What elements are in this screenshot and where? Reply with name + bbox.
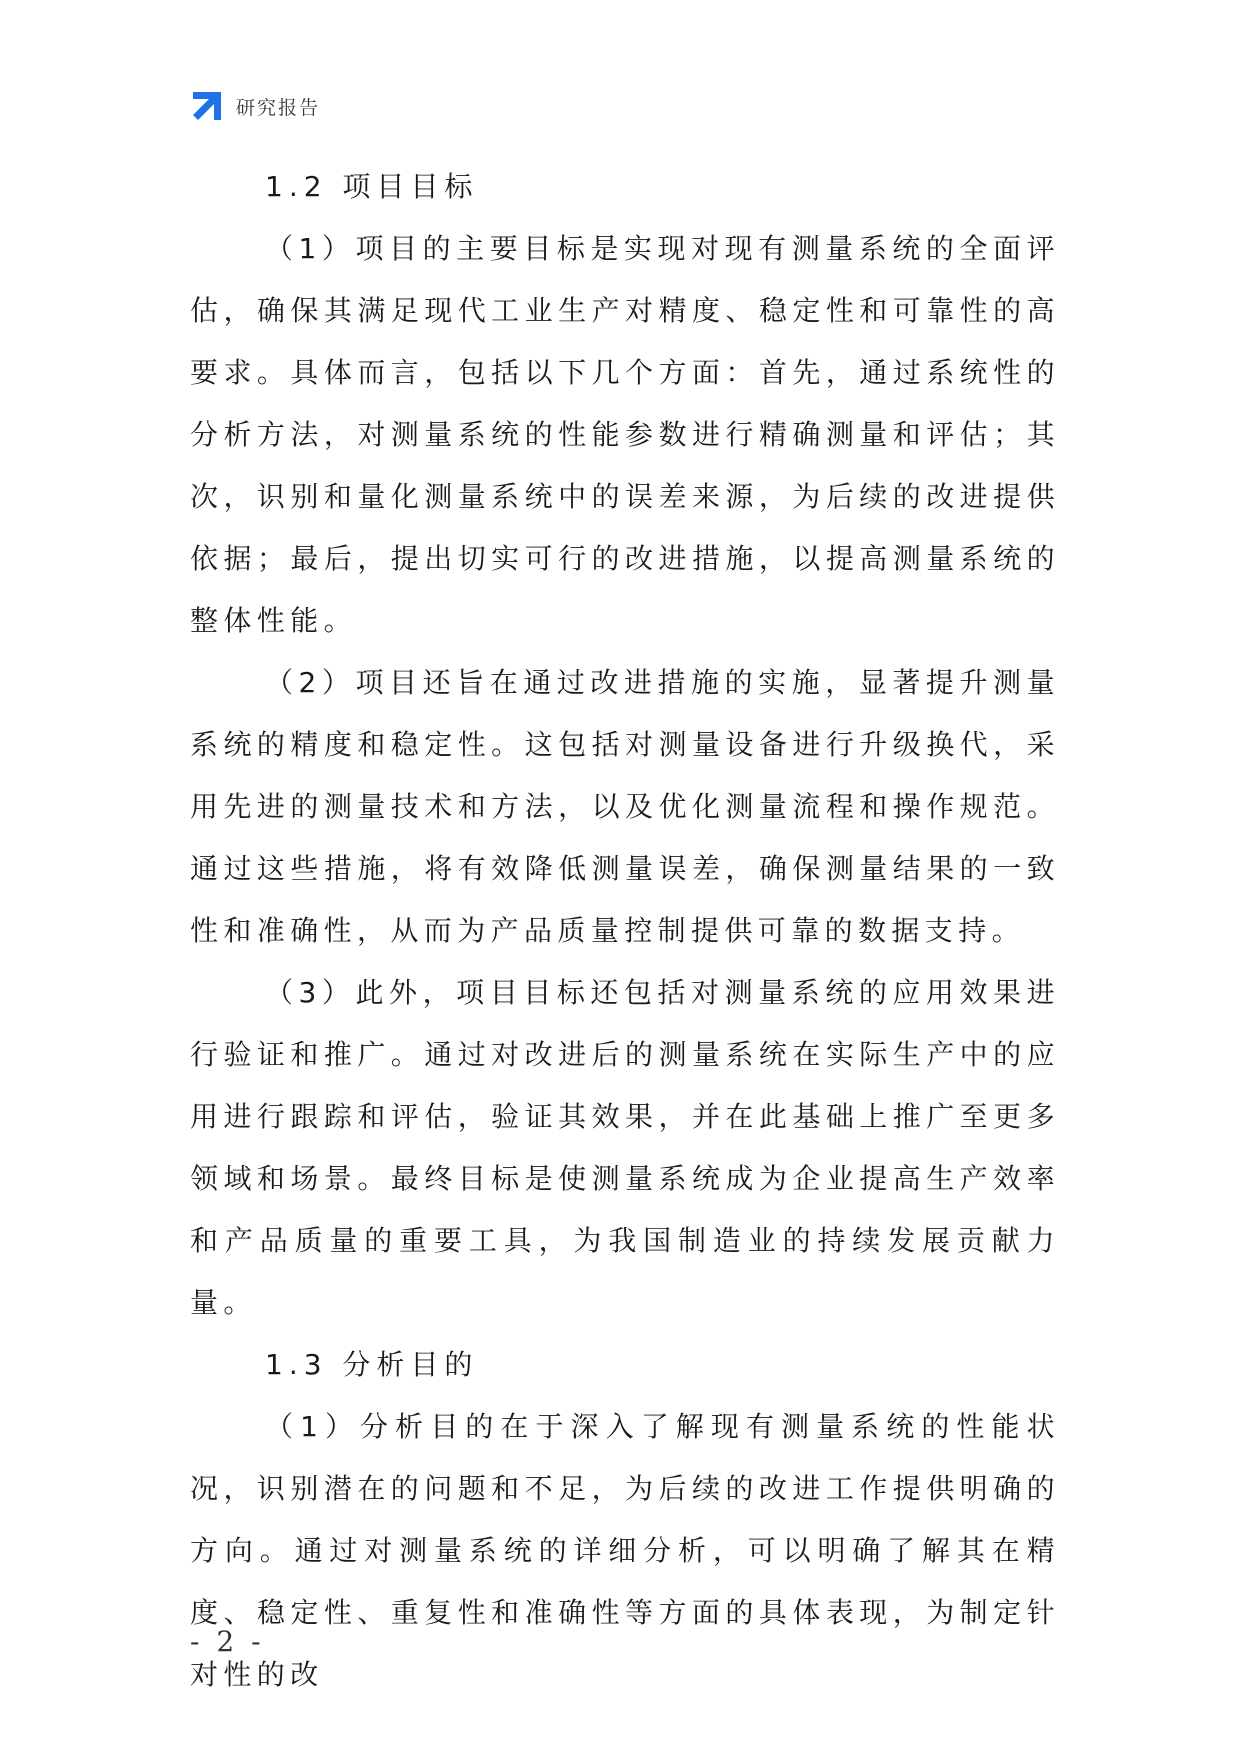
page-number: - 2 - (190, 1625, 265, 1658)
document-body (190, 156, 1060, 1706)
section-heading-1-3: 1.3 分析目的 (265, 1348, 479, 1381)
header-title: 研究报告 (236, 96, 321, 119)
arrow-up-right-icon (190, 89, 224, 123)
paragraph: （2）项目还旨在通过改进措施的实施，显著提升测量系统的精度和稳定性。这包括对测量设备进行升级换代，采用先进的测量技术和方法，以及优化测量流程和操作规范。通过这些措施，将有效降低测量误差，确保测量结果的一致性和准确性，从而为产品质量控制提供可靠的数据支持。 (190, 666, 1060, 947)
report-header (190, 88, 320, 124)
section-heading-1-2: 1.2 项目目标 (265, 170, 479, 203)
paragraph: （3）此外，项目目标还包括对测量系统的应用效果进行验证和推广。通过对改进后的测量系统在实际生产中的应用进行跟踪和评估，验证其效果，并在此基础上推广至更多领域和场景。最终目标是使测量系统成为企业提高生产效率和产品质量的重要工具，为我国制造业的持续发展贡献力量。 (190, 976, 1060, 1319)
paragraph: （1）项目的主要目标是实现对现有测量系统的全面评估，确保其满足现代工业生产对精度、稳定性和可靠性的高要求。具体而言，包括以下几个方面：首先，通过系统性的分析方法，对测量系统的性能参数进行精确测量和评估；其次，识别和量化测量系统中的误差来源，为后续的改进提供依据；最后，提出切实可行的改进措施，以提高测量系统的整体性能。 (190, 232, 1060, 637)
paragraph: （1）分析目的在于深入了解现有测量系统的性能状况，识别潜在的问题和不足，为后续的改进工作提供明确的方向。通过对测量系统的详细分析，可以明确了解其在精度、稳定性、重复性和准确性等方面的具体表现，为制定针对性的改 (190, 1410, 1060, 1691)
